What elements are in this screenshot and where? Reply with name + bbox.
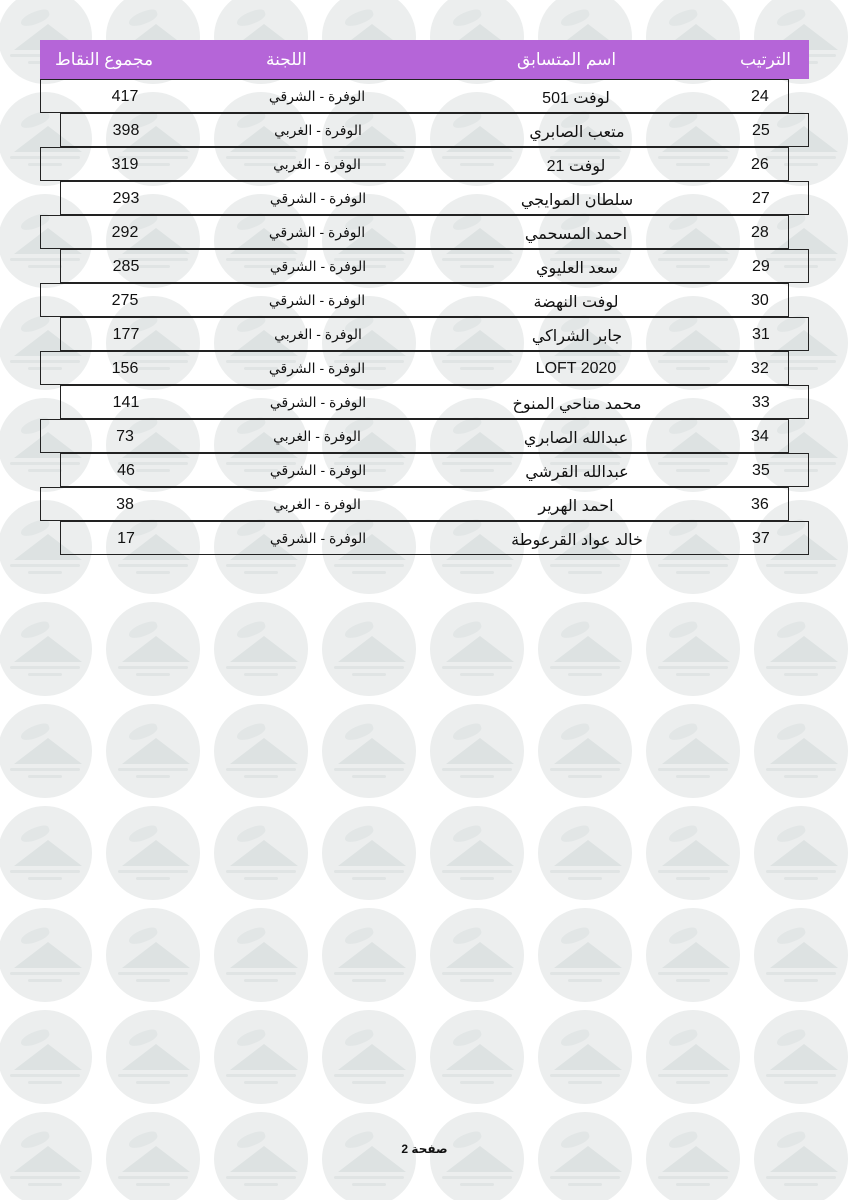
cell-points: 417 — [111, 88, 139, 105]
table-row — [40, 283, 789, 317]
cell-loft: الوفرة - الغربي — [274, 122, 362, 138]
cell-rank: 29 — [752, 258, 770, 275]
watermark-logo-icon — [106, 908, 200, 1002]
cell-loft: الوفرة - الشرقي — [269, 190, 367, 206]
cell-name: سلطان الموايجي — [520, 192, 634, 209]
watermark-logo-icon — [646, 1010, 740, 1104]
cell-rank: 37 — [752, 530, 770, 547]
watermark-logo-icon — [646, 602, 740, 696]
watermark-logo-icon — [0, 1010, 92, 1104]
watermark-logo-icon — [322, 1010, 416, 1104]
table-body — [40, 79, 809, 555]
watermark-logo-icon — [646, 908, 740, 1002]
cell-name: خالد عواد القرعوطة — [511, 532, 643, 549]
cell-rank: 26 — [751, 156, 769, 173]
table-row — [60, 385, 809, 419]
watermark-logo-icon — [322, 806, 416, 900]
watermark-logo-icon — [322, 602, 416, 696]
watermark-logo-icon — [430, 1010, 524, 1104]
cell-loft: الوفرة - الغربي — [273, 428, 361, 444]
table-row — [60, 113, 809, 147]
watermark-logo-icon — [754, 908, 848, 1002]
cell-points: 293 — [112, 190, 140, 207]
cell-loft: الوفرة - الشرقي — [269, 530, 367, 546]
cell-points: 73 — [116, 428, 134, 445]
cell-name: لوفت 501 — [542, 90, 610, 107]
cell-rank: 28 — [751, 224, 769, 241]
cell-points: 38 — [116, 496, 134, 513]
watermark-logo-icon — [754, 704, 848, 798]
cell-points: 275 — [111, 292, 139, 309]
watermark-logo-icon — [106, 1010, 200, 1104]
table-row — [60, 521, 809, 555]
cell-points: 156 — [111, 360, 139, 377]
cell-rank: 30 — [751, 292, 769, 309]
cell-points: 17 — [117, 530, 135, 547]
cell-rank: 35 — [752, 462, 770, 479]
table-row — [60, 181, 809, 215]
table-row — [60, 453, 809, 487]
watermark-logo-icon — [754, 1112, 848, 1200]
watermark-logo-icon — [214, 704, 308, 798]
cell-name: متعب الصابري — [529, 124, 625, 141]
watermark-logo-icon — [106, 806, 200, 900]
watermark-logo-icon — [430, 806, 524, 900]
cell-loft: الوفرة - الغربي — [274, 326, 362, 342]
cell-name: لوفت 21 — [546, 158, 606, 175]
cell-loft: الوفرة - الشرقي — [269, 462, 367, 478]
watermark-logo-icon — [0, 806, 92, 900]
watermark-logo-icon — [106, 1112, 200, 1200]
watermark-logo-icon — [538, 806, 632, 900]
cell-name: احمد الهرير — [538, 498, 614, 515]
page-number: صفحة 2 — [401, 1142, 448, 1156]
watermark-logo-icon — [646, 704, 740, 798]
watermark-logo-icon — [214, 908, 308, 1002]
table-row — [60, 249, 809, 283]
cell-name: عبدالله القرشي — [525, 464, 629, 481]
cell-rank: 34 — [751, 428, 769, 445]
watermark-logo-icon — [538, 1112, 632, 1200]
watermark-logo-icon — [754, 602, 848, 696]
watermark-logo-icon — [106, 704, 200, 798]
watermark-logo-icon — [0, 908, 92, 1002]
header-points: مجموع النقاط — [55, 50, 154, 69]
cell-loft: الوفرة - الشرقي — [268, 88, 366, 104]
watermark-logo-icon — [214, 602, 308, 696]
cell-loft: الوفرة - الغربي — [273, 496, 361, 512]
watermark-logo-icon — [538, 704, 632, 798]
table-row — [60, 317, 809, 351]
cell-loft: الوفرة - الغربي — [273, 156, 361, 172]
watermark-logo-icon — [538, 602, 632, 696]
cell-points: 285 — [112, 258, 140, 275]
cell-rank: 27 — [752, 190, 770, 207]
cell-loft: الوفرة - الشرقي — [269, 258, 367, 274]
watermark-logo-icon — [214, 806, 308, 900]
table-row — [40, 419, 789, 453]
header-name: اسم المتسابق — [517, 50, 617, 69]
watermark-logo-icon — [322, 704, 416, 798]
watermark-logo-icon — [322, 1112, 416, 1200]
cell-name: جابر الشراكي — [531, 328, 623, 345]
cell-rank: 36 — [751, 496, 769, 513]
table-row — [40, 351, 789, 385]
cell-loft: الوفرة - الشرقي — [268, 224, 366, 240]
cell-name: عبدالله الصابري — [523, 430, 629, 447]
watermark-logo-icon — [430, 908, 524, 1002]
cell-loft: الوفرة - الشرقي — [269, 394, 367, 410]
watermark-logo-icon — [754, 806, 848, 900]
table-header — [40, 40, 809, 79]
cell-rank: 25 — [752, 122, 770, 139]
cell-points: 46 — [117, 462, 135, 479]
header-loft: اللجنة — [266, 50, 307, 69]
cell-rank: 33 — [752, 394, 770, 411]
cell-rank: 24 — [751, 88, 769, 105]
cell-name: محمد مناحي المنوخ — [512, 396, 642, 413]
watermark-logo-icon — [214, 1010, 308, 1104]
watermark-logo-icon — [0, 602, 92, 696]
cell-name: لوفت النهضة — [533, 294, 619, 311]
cell-name: سعد العليوي — [536, 260, 618, 277]
watermark-logo-icon — [0, 704, 92, 798]
cell-name: احمد المسحمي — [524, 226, 628, 243]
cell-rank: 32 — [751, 360, 769, 377]
cell-points: 398 — [112, 122, 140, 139]
watermark-logo-icon — [538, 1010, 632, 1104]
watermark-logo-icon — [754, 1010, 848, 1104]
watermark-logo-icon — [430, 1112, 524, 1200]
table-row — [40, 147, 789, 181]
cell-rank: 31 — [752, 326, 770, 343]
watermark-logo-icon — [322, 908, 416, 1002]
watermark-logo-icon — [0, 1112, 92, 1200]
cell-name: LOFT 2020 — [535, 360, 617, 377]
cell-points: 319 — [111, 156, 139, 173]
table-row — [40, 79, 789, 113]
cell-points: 141 — [112, 394, 140, 411]
watermark-logo-icon — [214, 1112, 308, 1200]
cell-points: 177 — [112, 326, 140, 343]
watermark-logo-icon — [646, 1112, 740, 1200]
header-rank: الترتيب — [740, 50, 791, 69]
watermark-logo-icon — [538, 908, 632, 1002]
standings-table — [40, 40, 809, 555]
cell-loft: الوفرة - الشرقي — [268, 292, 366, 308]
watermark-logo-icon — [646, 806, 740, 900]
cell-loft: الوفرة - الشرقي — [268, 360, 366, 376]
watermark-logo-icon — [430, 602, 524, 696]
watermark-logo-icon — [430, 704, 524, 798]
table-row — [40, 487, 789, 521]
watermark-logo-icon — [106, 602, 200, 696]
cell-points: 292 — [111, 224, 139, 241]
table-row — [40, 215, 789, 249]
